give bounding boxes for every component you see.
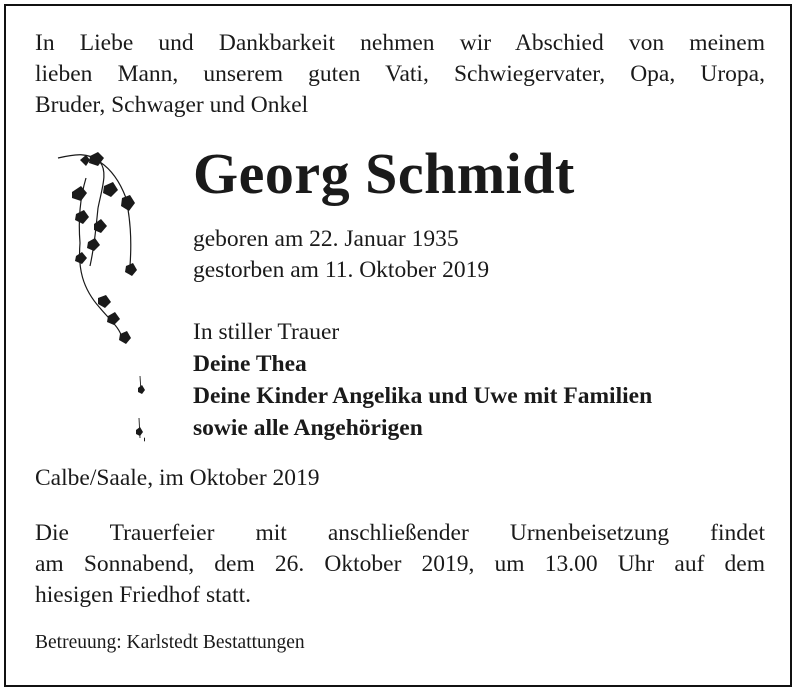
mourner-spouse: Deine Thea	[193, 351, 307, 377]
service-line: hiesigen Friedhof statt.	[35, 582, 252, 608]
intro-line: lieben Mann, unserem guten Vati, Schwiegervater, Opa, Uropa,	[35, 61, 765, 87]
intro-line: Bruder, Schwager und Onkel	[35, 92, 309, 118]
life-dates	[193, 224, 489, 286]
service-text	[35, 518, 765, 611]
service-line: Die Trauerfeier mit anschließender Urnenbeisetzung findet	[35, 520, 765, 546]
intro-line: In Liebe und Dankbarkeit nehmen wir Abschied von meinem	[35, 30, 765, 56]
place-date: Calbe/Saale, im Oktober 2019	[35, 465, 320, 491]
birch-branch-icon	[50, 148, 145, 448]
intro-text	[35, 28, 765, 121]
deceased-name: Georg Schmidt	[193, 141, 575, 206]
service-line: am Sonnabend, dem 26. Oktober 2019, um 13.00 Uhr auf dem	[35, 551, 765, 577]
death-date: gestorben am 11. Oktober 2019	[193, 257, 490, 283]
mourning-heading: In stiller Trauer	[193, 319, 340, 345]
funeral-home: Betreuung: Karlstedt Bestattungen	[35, 632, 305, 653]
mourner-children: Deine Kinder Angelika und Uwe mit Familien	[193, 383, 653, 409]
mourner-others: sowie alle Angehörigen	[193, 415, 423, 441]
mourners-block	[193, 316, 652, 444]
birth-date: geboren am 22. Januar 1935	[193, 226, 459, 252]
